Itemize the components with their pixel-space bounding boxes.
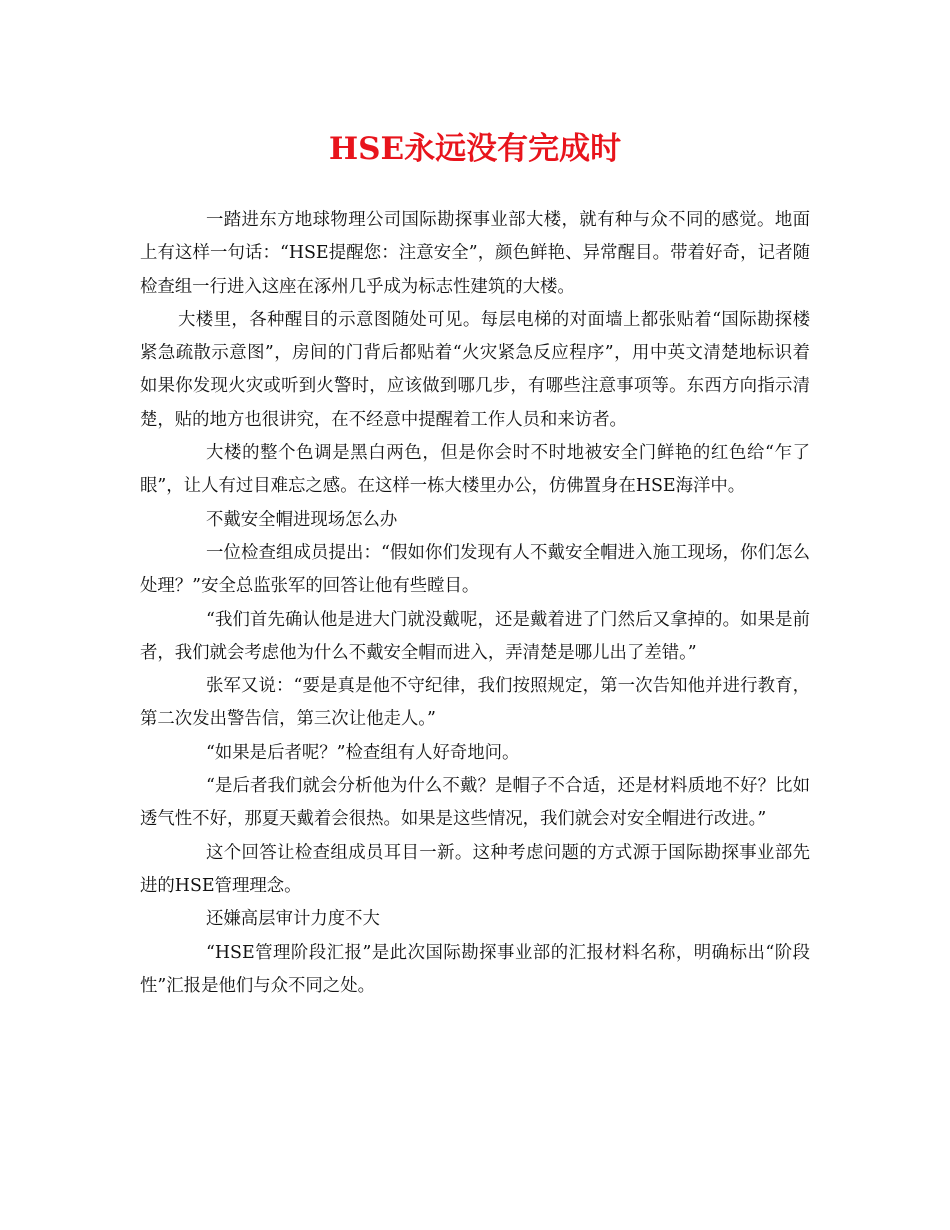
paragraph: 一踏进东方地球物理公司国际勘探事业部大楼，就有种与众不同的感觉。地面上有这样一句话：“HSE提醒您：注意安全”，颜色鲜艳、异常醒目。带着好奇，记者随检查组一行进入这座在涿州几乎成为标志性建筑的大楼。 — [140, 210, 810, 297]
paragraph: 这个回答让检查组成员耳目一新。这种考虑问题的方式源于国际勘探事业部先进的HSE管理理念。 — [140, 842, 810, 896]
section-heading: 还嫌高层审计力度不大 — [206, 909, 380, 930]
paragraph: 大楼里，各种醒目的示意图随处可见。每层电梯的对面墙上都张贴着“国际勘探楼紧急疏散示意图”，房间的门背后都贴着“火灾紧急反应程序”，用中英文清楚地标识着如果你发现火灾或听到火警时，应该做到哪几步，有哪些注意事项等。东西方向指示清楚，贴的地方也很讲究，在不经意中提醒着工作人员和来访者。 — [140, 309, 810, 430]
paragraph: 张军又说：“要是真是他不守纪律，我们按照规定，第一次告知他并进行教育，第二次发出警告信，第三次让他走人。” — [140, 676, 810, 730]
paragraph: 一位检查组成员提出：“假如你们发现有人不戴安全帽进入施工现场，你们怎么处理？”安全总监张军的回答让他有些瞠目。 — [140, 542, 810, 597]
document-title: HSE永远没有完成时 — [328, 131, 622, 167]
paragraph: “我们首先确认他是进大门就没戴呢，还是戴着进了门然后又拿掉的。如果是前者，我们就会考虑他为什么不戴安全帽而进入，弄清楚是哪儿出了差错。” — [140, 609, 810, 663]
paragraph: “是后者我们就会分析他为什么不戴？是帽子不合适，还是材料质地不好？比如透气性不好，那夏天戴着会很热。如果是这些情况，我们就会对安全帽进行改进。” — [140, 776, 810, 830]
paragraph: 大楼的整个色调是黑白两色，但是你会时不时地被安全门鲜艳的红色给“乍了眼”，让人有过目难忘之感。在这样一栋大楼里办公，仿佛置身在HSE海洋中。 — [140, 443, 810, 497]
document-body — [140, 204, 810, 1003]
paragraph: “如果是后者呢？”检查组有人好奇地问。 — [206, 742, 520, 763]
section-heading: 不戴安全帽进现场怎么办 — [206, 509, 398, 530]
paragraph: “HSE管理阶段汇报”是此次国际勘探事业部的汇报材料名称，明确标出“阶段性”汇报是他们与众不同之处。 — [140, 942, 810, 996]
